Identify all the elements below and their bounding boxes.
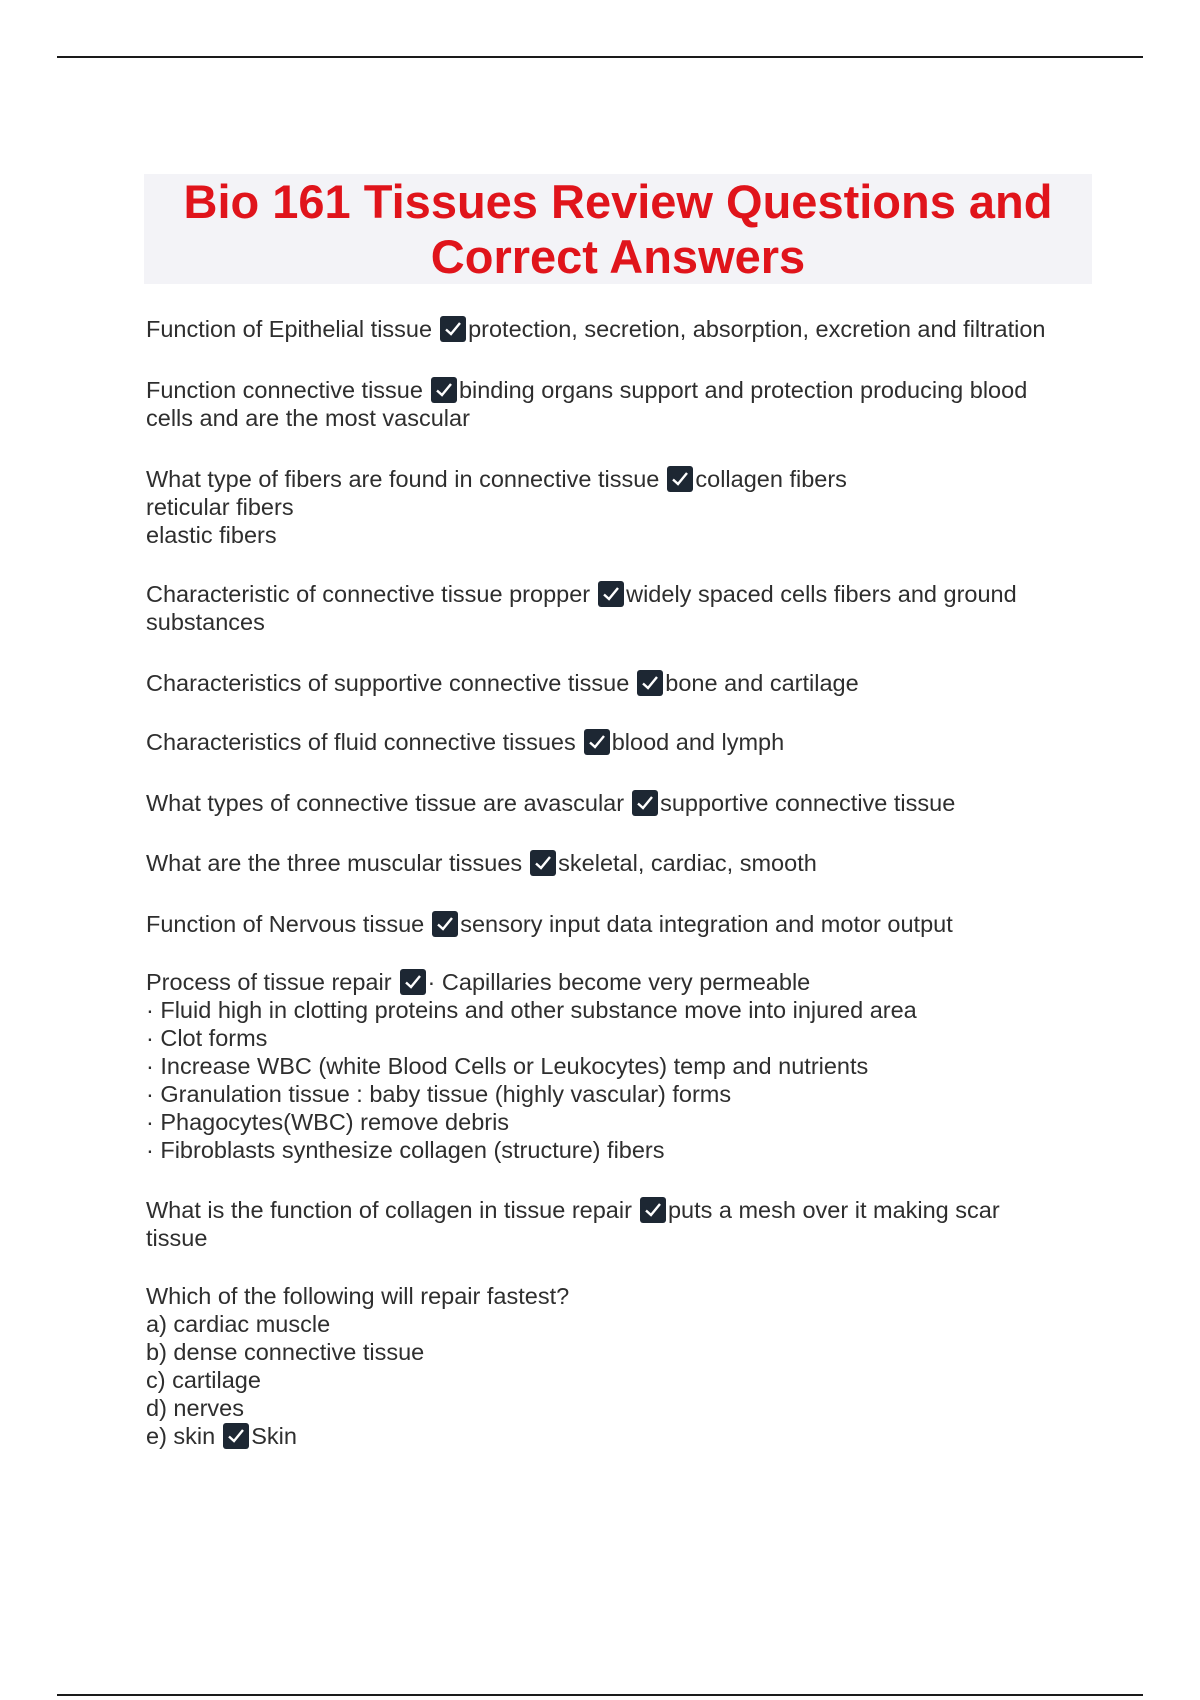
checkmark-icon xyxy=(640,1197,666,1223)
answer-text: protection, secretion, absorption, excretion and filtration xyxy=(468,316,1046,342)
answer-text: Skin xyxy=(251,1423,297,1449)
answer-text: sensory input data integration and motor output xyxy=(460,911,953,937)
checkmark-icon xyxy=(584,729,610,755)
question-text: Characteristics of supportive connective tissue xyxy=(146,670,630,696)
answer-text: · Capillaries become very permeable · Fluid high in clotting proteins and other substance move into injured area · Clot forms · Increase WBC (white Blood Cells or Leukocytes) temp and nutrients · Granulation tissue : baby tissue (highly vascular) forms · Phagocytes(WBC) remove debris · Fibroblasts synthesize collagen (structure) fibers xyxy=(146,969,917,1163)
title-banner xyxy=(144,174,1092,284)
qa-item xyxy=(146,669,1106,697)
question-text: Function of Epithelial tissue xyxy=(146,316,433,342)
qa-item xyxy=(146,580,1106,636)
question-text: Characteristics of fluid connective tissues xyxy=(146,729,576,755)
bottom-rule xyxy=(57,1694,1143,1696)
answer-text: skeletal, cardiac, smooth xyxy=(558,850,817,876)
question-text: What types of connective tissue are avascular xyxy=(146,790,625,816)
checkmark-icon xyxy=(432,911,458,937)
qa-item xyxy=(146,910,1106,938)
answer-text: collagen fibers reticular fibers elastic fibers xyxy=(146,466,847,548)
question-text: Function connective tissue xyxy=(146,377,423,403)
top-rule xyxy=(57,56,1143,58)
answer-text: blood and lymph xyxy=(611,729,785,755)
qa-item xyxy=(146,315,1106,343)
checkmark-icon xyxy=(431,377,457,403)
question-text: What are the three muscular tissues xyxy=(146,850,523,876)
qa-item xyxy=(146,968,1106,1164)
qa-item xyxy=(146,1282,1106,1450)
checkmark-icon xyxy=(598,581,624,607)
question-text: What is the function of collagen in tissue repair xyxy=(146,1197,632,1223)
document-title: Bio 161 Tissues Review Questions and Correct Answers xyxy=(183,175,1053,283)
qa-item xyxy=(146,728,1106,756)
question-text: Which of the following will repair fastest? a) cardiac muscle b) dense connective tissue c) cartilage d) nerves e) skin xyxy=(146,1283,570,1449)
answer-text: binding organs support and protection producing blood cells and are the most vascular xyxy=(146,377,1028,431)
question-text: Function of Nervous tissue xyxy=(146,911,425,937)
answer-text: bone and cartilage xyxy=(665,670,859,696)
answer-text: puts a mesh over it making scar tissue xyxy=(146,1197,1000,1251)
question-text: Characteristic of connective tissue propper xyxy=(146,581,591,607)
qa-item xyxy=(146,376,1106,432)
checkmark-icon xyxy=(637,670,663,696)
answer-text: widely spaced cells fibers and ground substances xyxy=(146,581,1017,635)
checkmark-icon xyxy=(632,790,658,816)
qa-item xyxy=(146,849,1106,877)
checkmark-icon xyxy=(667,466,693,492)
question-text: Process of tissue repair xyxy=(146,969,392,995)
answer-text: supportive connective tissue xyxy=(660,790,956,816)
qa-item xyxy=(146,789,1106,817)
checkmark-icon xyxy=(223,1423,249,1449)
question-text: What type of fibers are found in connective tissue xyxy=(146,466,660,492)
qa-item xyxy=(146,1196,1106,1252)
checkmark-icon xyxy=(400,969,426,995)
qa-item xyxy=(146,465,1106,549)
checkmark-icon xyxy=(440,316,466,342)
checkmark-icon xyxy=(530,850,556,876)
